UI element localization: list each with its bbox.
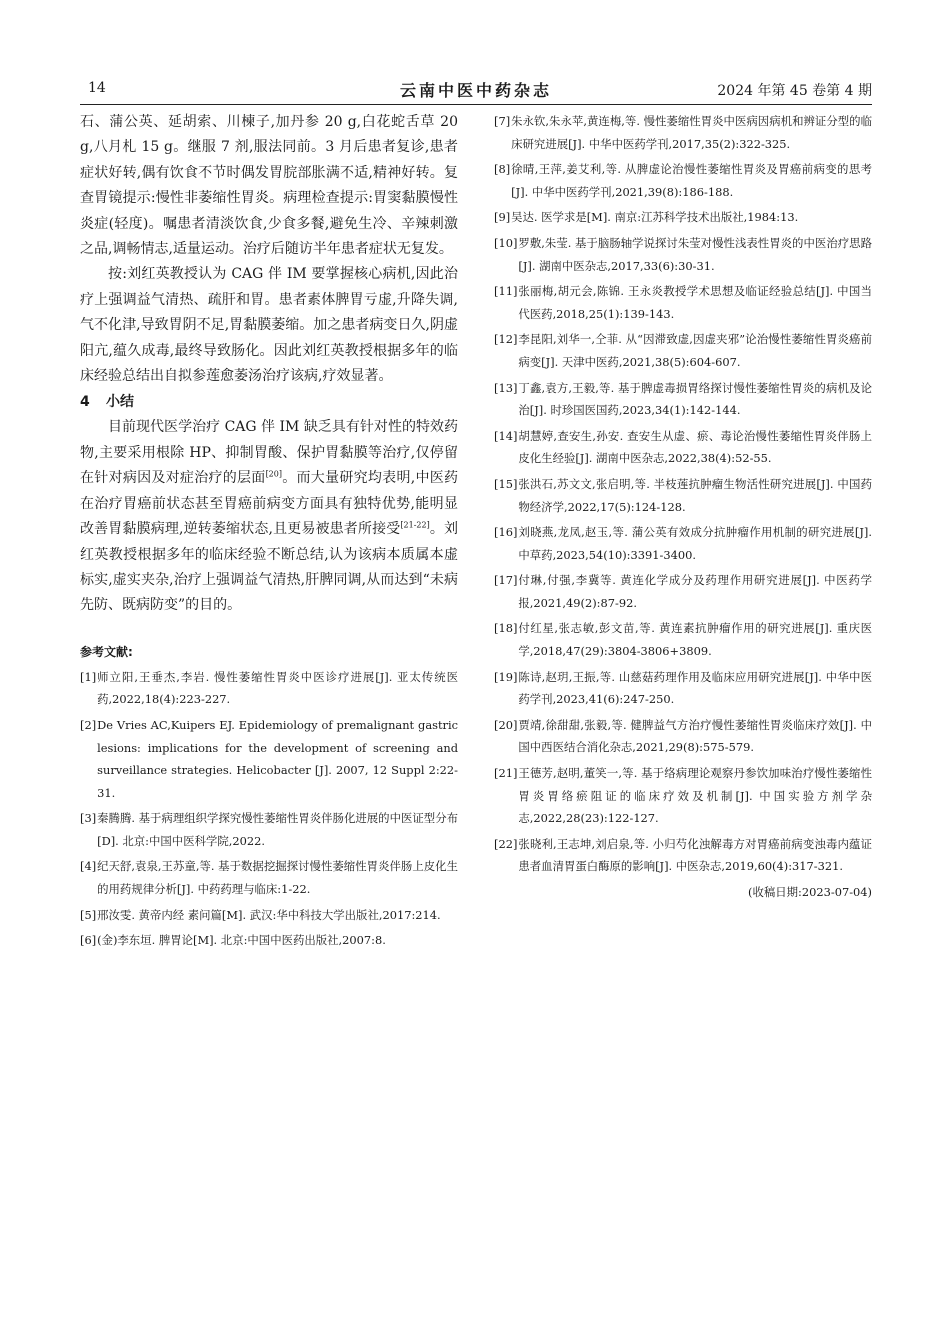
citation-21-22: [21-22] xyxy=(400,520,430,530)
reference-item xyxy=(80,807,458,852)
reference-item xyxy=(494,833,872,878)
section-number: 4 xyxy=(80,394,90,411)
reference-item xyxy=(494,521,872,566)
reference-number: [10] xyxy=(494,235,518,250)
reference-number: [15] xyxy=(494,476,518,491)
reference-number: [16] xyxy=(494,525,518,540)
summary-text-2: 。而大量研究均表明,中医药在治疗胃癌前状态甚至胃癌前病变方面具有独特优势,能明显改善胃黏膜病理,逆转萎缩状态,且更易被患者所接受 xyxy=(80,470,458,538)
reference-item xyxy=(80,714,458,804)
section-title: 小结 xyxy=(106,394,134,411)
reference-text: 王德芳,赵明,董笑一,等. 基于络病理论观察丹参饮加味治疗慢性萎缩性胃炎胃络瘀阻证的临床疗效及机制[J]. 中国实验方剂学杂志,2022,28(23):122-127. xyxy=(518,766,872,826)
reference-number: [8] xyxy=(494,162,511,177)
summary-text-1: 目前现代医学治疗 CAG 伴 IM 缺乏具有针对性的特效药物,主要采用根除 HP、抑制胃酸、保护胃黏膜等治疗,仅停留在针对病因及对症治疗的层面 xyxy=(80,419,458,487)
reference-text: 张丽梅,胡元会,陈锦. 王永炎教授学术思想及临证经验总结[J]. 中国当代医药,2018,25(1):139-143. xyxy=(518,284,872,321)
reference-number: [20] xyxy=(494,717,518,732)
issue-info: 2024 年第 45 卷第 4 期 xyxy=(717,83,872,99)
reference-item xyxy=(494,762,872,830)
reference-number: [11] xyxy=(494,284,518,299)
reference-item xyxy=(494,206,872,229)
reference-number: [2] xyxy=(80,717,97,732)
summary-paragraph xyxy=(80,415,458,618)
reference-number: [4] xyxy=(80,859,97,874)
reference-number: [12] xyxy=(494,332,518,347)
reference-text: 张晓利,王志坤,刘启泉,等. 小归芍化浊解毒方对胃癌前病变浊毒内蕴证患者血清胃蛋白酶原的影响[J]. 中医杂志,2019,60(4):317-321. xyxy=(518,836,872,874)
page-header xyxy=(80,78,872,102)
reference-text: 贾靖,徐甜甜,张毅,等. 健脾益气方治疗慢性萎缩性胃炎临床疗效[J]. 中国中西医结合消化杂志,2021,29(8):575-579. xyxy=(518,717,872,755)
reference-text: 罗敷,朱莹. 基于脑肠轴学说探讨朱莹对慢性浅表性胃炎的中医治疗思路[J]. 湖南中医杂志,2017,33(6):30-31. xyxy=(518,235,872,273)
reference-item xyxy=(494,280,872,325)
reference-item xyxy=(494,377,872,422)
reference-number: [22] xyxy=(494,836,518,851)
reference-text: De Vries AC,Kuipers EJ. Epidemiology of premalignant gastric lesions: implications for the development of screening and surveillance strategies. Helicobacter [J]. 2007, 12 Suppl 2:22-31. xyxy=(97,717,458,800)
section-heading xyxy=(80,389,458,415)
right-column xyxy=(494,110,872,903)
reference-text: 陈诗,赵玥,王振,等. 山慈菇药理作用及临床应用研究进展[J]. 中华中医药学刊,2023,41(6):247-250. xyxy=(518,669,872,707)
reference-text: 徐晴,王萍,姜艾利,等. 从脾虚论治慢性萎缩性胃炎及胃癌前病变的思考[J]. 中华中医药学刊,2021,39(8):186-188. xyxy=(511,162,872,199)
reference-number: [5] xyxy=(80,907,97,922)
reference-number: [17] xyxy=(494,573,518,588)
reference-list-left xyxy=(80,666,458,952)
reference-number: [1] xyxy=(80,669,97,684)
reference-item xyxy=(494,425,872,470)
reference-number: [3] xyxy=(80,811,97,826)
reference-text: 吴达. 医学求是[M]. 南京:江苏科学技术出版社,1984:13. xyxy=(511,210,799,225)
reference-number: [9] xyxy=(494,210,511,225)
reference-item xyxy=(494,666,872,711)
reference-item xyxy=(494,110,872,155)
reference-text: 丁鑫,袁方,王毅,等. 基于脾虚毒损胃络探讨慢性萎缩性胃炎的病机及论治[J]. 时珍国医国药,2023,34(1):142-144. xyxy=(518,380,872,418)
reference-text: 纪天舒,袁泉,王苏童,等. 基于数据挖掘探讨慢性萎缩性胃炎伴肠上皮化生的用药规律分析[J]. 中药药理与临床:1-22. xyxy=(97,859,458,897)
reference-text: 秦腾腾. 基于病理组织学探究慢性萎缩性胃炎伴肠化进展的中医证型分布[D]. 北京:中国中医科学院,2022. xyxy=(97,811,458,848)
reference-item xyxy=(494,328,872,373)
reference-text: 付红星,张志敏,彭文苗,等. 黄连素抗肿瘤作用的研究进展[J]. 重庆医学,2018,47(29):3804-3806+3809. xyxy=(518,621,872,659)
reference-number: [6] xyxy=(80,933,97,948)
reference-item xyxy=(494,158,872,203)
reference-number: [14] xyxy=(494,428,518,443)
reference-text: 付琳,付强,李冀等. 黄连化学成分及药理作用研究进展[J]. 中医药学报,2021,49(2):87-92. xyxy=(518,573,872,610)
reference-item xyxy=(494,617,872,662)
left-column xyxy=(80,110,458,955)
reference-item xyxy=(494,714,872,759)
reference-number: [7] xyxy=(494,114,511,128)
reference-list-right xyxy=(494,110,872,878)
reference-number: [21] xyxy=(494,766,518,781)
reference-text: 师立阳,王垂杰,李岩. 慢性萎缩性胃炎中医诊疗进展[J]. 亚太传统医药,2022,18(4):223-227. xyxy=(97,669,458,707)
header-rule xyxy=(80,104,872,105)
reference-text: 朱永钦,朱永苹,黄连梅,等. 慢性萎缩性胃炎中医病因病机和辨证分型的临床研究进展[J]. 中华中医药学刊,2017,35(2):322-325. xyxy=(511,114,872,151)
reference-text: 张洪石,苏文文,张启明,等. 半枝莲抗肿瘤生物活性研究进展[J]. 中国药物经济学,2022,17(5):124-128. xyxy=(518,476,872,514)
reference-item xyxy=(80,666,458,711)
reference-text: 邢汝雯. 黄帝内经 素问篇[M]. 武汉:华中科技大学出版社,2017:214. xyxy=(97,907,441,922)
reference-item xyxy=(494,232,872,277)
page-number: 14 xyxy=(88,80,106,96)
body-paragraph: 石、蒲公英、延胡索、川楝子,加丹参 20 g,白花蛇舌草 20 g,八月札 15 g。继服 7 剂,服法同前。3 月后患者复诊,患者症状好转,偶有饮食不节时偶发胃脘部胀满不适,精神好转。复查胃镜提示:慢性非萎缩性胃炎。病理检查提示:胃窦黏膜慢性炎症(轻度)。嘱患者清淡饮食,少食多餐,避免生冷、辛辣刺激之品,调畅情志,适量运动。治疗后随访半年患者症状无复发。 xyxy=(80,114,458,258)
reference-item xyxy=(80,929,458,952)
reference-number: [13] xyxy=(494,380,518,395)
reference-text: 刘晓燕,龙凤,赵玉,等. 蒲公英有效成分抗肿瘤作用机制的研究进展[J]. 中草药,2023,54(10):3391-3400. xyxy=(518,525,872,562)
reference-item xyxy=(494,473,872,518)
reference-number: [19] xyxy=(494,669,518,684)
journal-title: 云南中医中药杂志 xyxy=(399,81,552,100)
reference-number: [18] xyxy=(494,621,518,636)
reference-text: 李昆阳,刘华一,仝菲. 从“因滞致虚,因虚夹邪”论治慢性萎缩性胃炎癌前病变[J]. 天津中医药,2021,38(5):604-607. xyxy=(518,332,872,369)
reference-text: 胡慧婷,查安生,孙安. 查安生从虚、瘀、毒论治慢性萎缩性胃炎伴肠上皮化生经验[J]. 湖南中医杂志,2022,38(4):52-55. xyxy=(518,428,872,466)
reference-item xyxy=(80,855,458,900)
reference-text: (金)李东垣. 脾胃论[M]. 北京:中国中医药出版社,2007:8. xyxy=(97,933,386,948)
received-date: (收稿日期:2023-07-04) xyxy=(748,885,872,899)
references-heading: 参考文献: xyxy=(80,644,133,659)
summary-text-3: 。刘红英教授根据多年的临床经验不断总结,认为该病本质属本虚标实,虚实夹杂,治疗上强调益气清热,肝脾同调,从而达到“未病先防、既病防变”的目的。 xyxy=(80,521,458,614)
citation-20: [20] xyxy=(265,469,282,479)
reference-item xyxy=(494,569,872,614)
reference-item xyxy=(80,904,458,927)
commentary-paragraph: 按:刘红英教授认为 CAG 伴 IM 要掌握核心病机,因此治疗上强调益气清热、疏肝和胃。患者素体脾胃亏虚,升降失调,气不化津,导致胃阴不足,胃黏膜萎缩。加之患者病变日久,阴虚阳亢,蕴久成毒,最终导致肠化。因此刘红英教授根据多年的临床经验总结出自拟参莲愈萎汤治疗该病,疗效显著。 xyxy=(80,266,458,385)
